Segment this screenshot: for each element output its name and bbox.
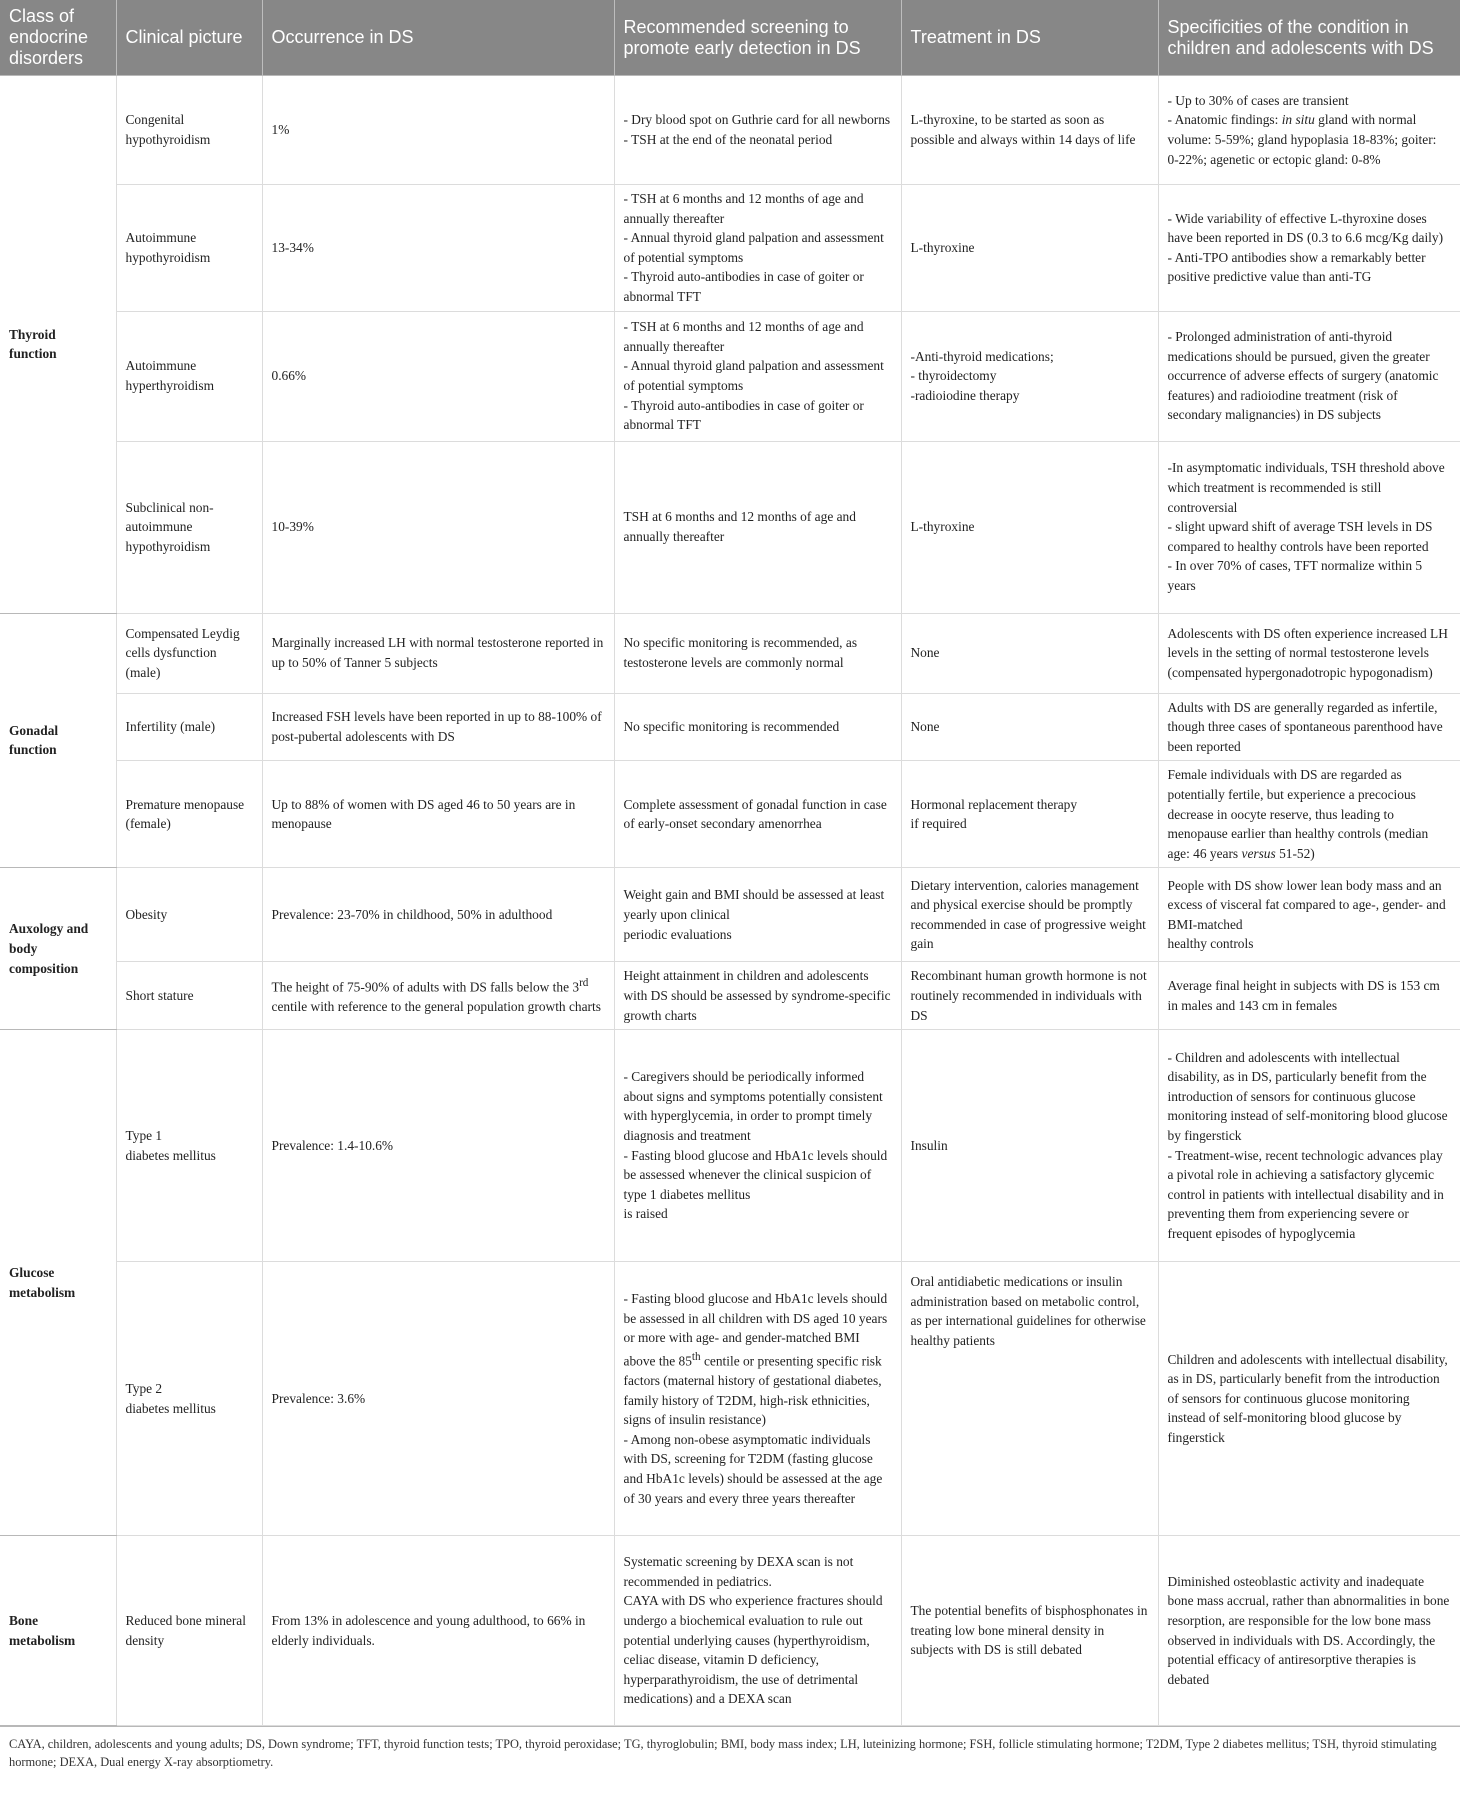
cell-line: -radioiodine therapy [910, 387, 1020, 403]
cell-line: - thyroidectomy [910, 368, 997, 384]
cell-line: is raised [623, 1206, 668, 1222]
cell-line: - Dry blood spot on Guthrie card for all newborns [623, 112, 891, 128]
cell-screening: Height attainment in children and adolescents with DS should be assessed by syndrome-specific growth charts [614, 962, 901, 1030]
cell-line: -Anti-thyroid medications; [910, 348, 1054, 364]
cell-occurrence: 10-39% [262, 441, 614, 613]
cell-screening: TSH at 6 months and 12 months of age and annually thereafter [614, 441, 901, 613]
cell-specificities: Average final height in subjects with DS is 153 cm in males and 143 cm in females [1158, 962, 1460, 1030]
header-treatment: Treatment in DS [901, 0, 1158, 76]
cell-treatment: Insulin [901, 1030, 1158, 1262]
cell-line: Hormonal replacement therapy [910, 796, 1078, 812]
cell-line: - TSH at 6 months and 12 months of age and annually thereafter [623, 319, 864, 354]
cell-line: - In over 70% of cases, TFT normalize within 5 years [1167, 558, 1423, 594]
cell-line: - Thyroid auto-antibodies in case of goiter or abnormal TFT [623, 397, 864, 433]
cell-specificities: Adults with DS are generally regarded as infertile, though three cases of spontaneous parenthood have been reported [1158, 693, 1460, 761]
cell-screening [614, 185, 901, 312]
table-row [0, 1262, 1460, 1536]
cell-line: -In asymptomatic individuals, TSH threshold above which treatment is recommended is still controversial [1167, 460, 1445, 515]
cell-line: CAYA with DS who experience fractures should undergo a biochemical evaluation to rule out potential underlying causes (hyperthyroidism, celiac disease, vitamin D deficiency, hyperparathyroidism, the use of detrimental medications) and a DEXA scan [623, 1593, 883, 1707]
cell-treatment: L-thyroxine, to be started as soon as possible and always within 14 days of life [901, 76, 1158, 185]
text-part: - Fasting blood glucose and HbA1c levels should be assessed in all children with DS aged 10 years or more with age- and gender-matched BMI above the 85 [623, 1291, 888, 1369]
cell-specificities: Children and adolescents with intellectual disability, as in DS, particularly benefit from the introduction of sensors for continuous glucose monitoring instead of self-monitoring blood glucose by fingerstick [1158, 1262, 1460, 1536]
header-specificities: Specificities of the condition in children and adolescents with DS [1158, 0, 1460, 76]
cell-line: - slight upward shift of average TSH levels in DS compared to healthy controls have been reported [1167, 519, 1433, 554]
cell-picture: Short stature [116, 962, 262, 1030]
cell-line: - TSH at the end of the neonatal period [623, 132, 833, 147]
cell-treatment: L-thyroxine [901, 441, 1158, 613]
cell-picture: Compensated Leydig cells dysfunction (male) [116, 613, 262, 693]
cell-screening [614, 1030, 901, 1262]
cell-line: Type 1 [125, 1128, 163, 1143]
header-screening: Recommended screening to promote early detection in DS [614, 0, 901, 76]
cell-occurrence: From 13% in adolescence and young adulthood, to 66% in elderly individuals. [262, 1536, 614, 1726]
cell-line: healthy controls [1167, 936, 1254, 952]
cell-occurrence: Increased FSH levels have been reported in up to 88-100% of post-pubertal adolescents with DS [262, 693, 614, 761]
cell-line: - Annual thyroid gland palpation and assessment of potential symptoms [623, 230, 884, 265]
cell-picture [116, 1262, 262, 1536]
cell-line: - Up to 30% of cases are transient [1167, 92, 1349, 108]
cell-picture: Autoimmune hyperthyroidism [116, 311, 262, 441]
cell-occurrence: Up to 88% of women with DS aged 46 to 50 years are in menopause [262, 761, 614, 868]
cell-line: diabetes mellitus [125, 1147, 216, 1163]
cell-treatment: The potential benefits of bisphosphonates in treating low bone mineral density in subjects with DS is still debated [901, 1536, 1158, 1726]
cell-line: - Caregivers should be periodically informed about signs and symptoms potentially consistent with hyperglycemia, in order to prompt timely diagnosis and treatment [623, 1069, 883, 1143]
cell-treatment: Recombinant human growth hormone is not routinely recommended in individuals with DS [901, 962, 1158, 1030]
cell-screening [614, 76, 901, 185]
cell-specificities [1158, 441, 1460, 613]
cell-specificities [1158, 868, 1460, 962]
cell-screening [614, 311, 901, 441]
cell-line: Type 2 [125, 1381, 163, 1396]
cell-occurrence: 0.66% [262, 311, 614, 441]
cell-occurrence: Prevalence: 1.4-10.6% [262, 1030, 614, 1262]
italic-text: versus [1241, 845, 1276, 861]
cell-line: People with DS show lower lean body mass and an excess of visceral fat compared to age-, gender- and BMI-matched [1167, 877, 1446, 932]
cell-picture: Infertility (male) [116, 693, 262, 761]
cell-line: - Among non-obese asymptomatic individuals with DS, screening for T2DM (fasting glucose and HbA1c levels) should be assessed at the age of 30 years and every three years thereafter [623, 1431, 883, 1506]
text-part: Female individuals with DS are regarded as potentially fertile, but experience a precocious decrease in oocyte reserve, thus leading to menopause earlier than healthy controls (median age: 46 years [1167, 767, 1429, 861]
header-row [0, 0, 1460, 76]
cell-line: - Children and adolescents with intellectual disability, as in DS, particularly benefit from the introduction of sensors for continuous glucose monitoring instead of self-monitoring blood glucose by fingerstick [1167, 1049, 1448, 1143]
table-row [0, 613, 1460, 693]
table-row [0, 441, 1460, 613]
cell-occurrence: 13-34% [262, 185, 614, 312]
cell-screening: Complete assessment of gonadal function in case of early-onset secondary amenorrhea [614, 761, 901, 868]
cell-specificities [1158, 1030, 1460, 1262]
cell-line: - Fasting blood glucose and HbA1c levels should be assessed whenever the clinical suspicion of type 1 diabetes mellitus [623, 1147, 888, 1202]
table-row [0, 311, 1460, 441]
cell-line: if required [910, 816, 967, 832]
group-auxology: Auxology and body composition [0, 868, 116, 1030]
cell-picture: Reduced bone mineral density [116, 1536, 262, 1726]
cell-line: Systematic screening by DEXA scan is not recommended in pediatrics. [623, 1554, 854, 1589]
table-footnote: CAYA, children, adolescents and young adults; DS, Down syndrome; TFT, thyroid function tests; TPO, thyroid peroxidase; TG, thyroglobulin; BMI, body mass index; LH, luteinizing hormone; FSH, follicle stimulating hormone; T2DM, Type 2 diabetes mellitus; TSH, thyroid stimulating hormone; DEXA, Dual energy X-ray absorptiometry. [0, 1726, 1460, 1771]
text-part: The height of 75-90% of adults with DS falls below the 3 [271, 979, 580, 995]
cell-line: periodic evaluations [623, 926, 732, 942]
text-part: centile or presenting specific risk factors (maternal history of gestational diabetes, family history of T2DM, high-risk ethnicities, signs of insulin resistance) [623, 1353, 882, 1428]
cell-specificities [1158, 76, 1460, 185]
cell-screening: No specific monitoring is recommended [614, 693, 901, 761]
text-part: 51-52) [1275, 845, 1315, 861]
cell-occurrence [262, 962, 614, 1030]
cell-line: Weight gain and BMI should be assessed at least yearly upon clinical [623, 887, 885, 923]
cell-occurrence: Marginally increased LH with normal testosterone reported in up to 50% of Tanner 5 subjects [262, 613, 614, 693]
cell-occurrence: Prevalence: 23-70% in childhood, 50% in adulthood [262, 868, 614, 962]
table-row [0, 868, 1460, 962]
cell-specificities [1158, 761, 1460, 868]
cell-picture: Subclinical non-autoimmune hypothyroidism [116, 441, 262, 613]
cell-line: - Anti-TPO antibodies show a remarkably better positive predictive value than anti-TG [1167, 249, 1426, 285]
cell-treatment [901, 761, 1158, 868]
cell-picture: Autoimmune hypothyroidism [116, 185, 262, 312]
cell-occurrence: 1% [262, 76, 614, 185]
cell-screening: No specific monitoring is recommended, as testosterone levels are commonly normal [614, 613, 901, 693]
table-row [0, 76, 1460, 185]
cell-line: - TSH at 6 months and 12 months of age and annually thereafter [623, 191, 864, 226]
group-gonadal: Gonadal function [0, 613, 116, 868]
cell-line: - Wide variability of effective L-thyroxine doses have been reported in DS (0.3 to 6.6 mcg/Kg daily) [1167, 210, 1444, 246]
table-row [0, 185, 1460, 312]
cell-treatment: L-thyroxine [901, 185, 1158, 312]
cell-treatment [901, 311, 1158, 441]
superscript: th [691, 1350, 701, 1363]
cell-specificities: Diminished osteoblastic activity and inadequate bone mass accrual, rather than abnormalities in bone resorption, are responsible for the low bone mass observed in individuals with DS. Accordingly, the potential efficacy of antiresorptive therapies is debated [1158, 1536, 1460, 1726]
text-part: centile with reference to the general population growth charts [271, 999, 601, 1015]
group-bone: Bone metabolism [0, 1536, 116, 1726]
table-row [0, 962, 1460, 1030]
cell-screening [614, 868, 901, 962]
table-row [0, 693, 1460, 761]
text-part: gland with normal volume: 5-59%; gland hypoplasia 18-83%; goiter: 0-22%; agenetic or ectopic gland: 0-8% [1167, 112, 1437, 167]
table-row [0, 761, 1460, 868]
cell-treatment: Oral antidiabetic medications or insulin administration based on metabolic control, as per international guidelines for otherwise healthy patients [901, 1262, 1158, 1536]
cell-occurrence: Prevalence: 3.6% [262, 1262, 614, 1536]
group-thyroid: Thyroid function [0, 76, 116, 614]
cell-line: - Treatment-wise, recent technologic advances play a pivotal role in achieving a satisfactory glycemic control in patients with intellectual disability and in preventing them from experiencing severe or frequent episodes of hypoglycemia [1167, 1147, 1444, 1241]
header-occurrence: Occurrence in DS [262, 0, 614, 76]
cell-specificities: - Prolonged administration of anti-thyroid medications should be pursued, given the greater occurrence of adverse effects of surgery (anatomic features) and radioiodine treatment (risk of secondary malignancies) in DS subjects [1158, 311, 1460, 441]
cell-line: diabetes mellitus [125, 1400, 216, 1416]
superscript: rd [579, 977, 589, 990]
italic-text: in situ [1281, 112, 1315, 128]
cell-specificities [1158, 185, 1460, 312]
cell-screening [614, 1536, 901, 1726]
header-picture: Clinical picture [116, 0, 262, 76]
cell-picture: Congenital hypothyroidism [116, 76, 262, 185]
cell-picture: Obesity [116, 868, 262, 962]
text-part: - Anatomic findings: [1167, 112, 1282, 128]
cell-screening [614, 1262, 901, 1536]
cell-line [624, 1289, 892, 1430]
table-row [0, 1030, 1460, 1262]
cell-treatment: None [901, 693, 1158, 761]
table-row [0, 1536, 1460, 1726]
cell-specificities: Adolescents with DS often experience increased LH levels in the setting of normal testosterone levels (compensated hypergonadotropic hypogonadism) [1158, 613, 1460, 693]
cell-picture [116, 1030, 262, 1262]
cell-line [1168, 110, 1451, 169]
cell-line: - Thyroid auto-antibodies in case of goiter or abnormal TFT [623, 269, 864, 304]
cell-line: - Annual thyroid gland palpation and assessment of potential symptoms [623, 358, 884, 394]
cell-treatment: None [901, 613, 1158, 693]
cell-treatment: Dietary intervention, calories management and physical exercise should be promptly recommended in case of progressive weight gain [901, 868, 1158, 962]
header-class: Class of endocrine disorders [0, 0, 116, 76]
group-glucose: Glucose metabolism [0, 1030, 116, 1536]
cell-picture: Premature menopause (female) [116, 761, 262, 868]
